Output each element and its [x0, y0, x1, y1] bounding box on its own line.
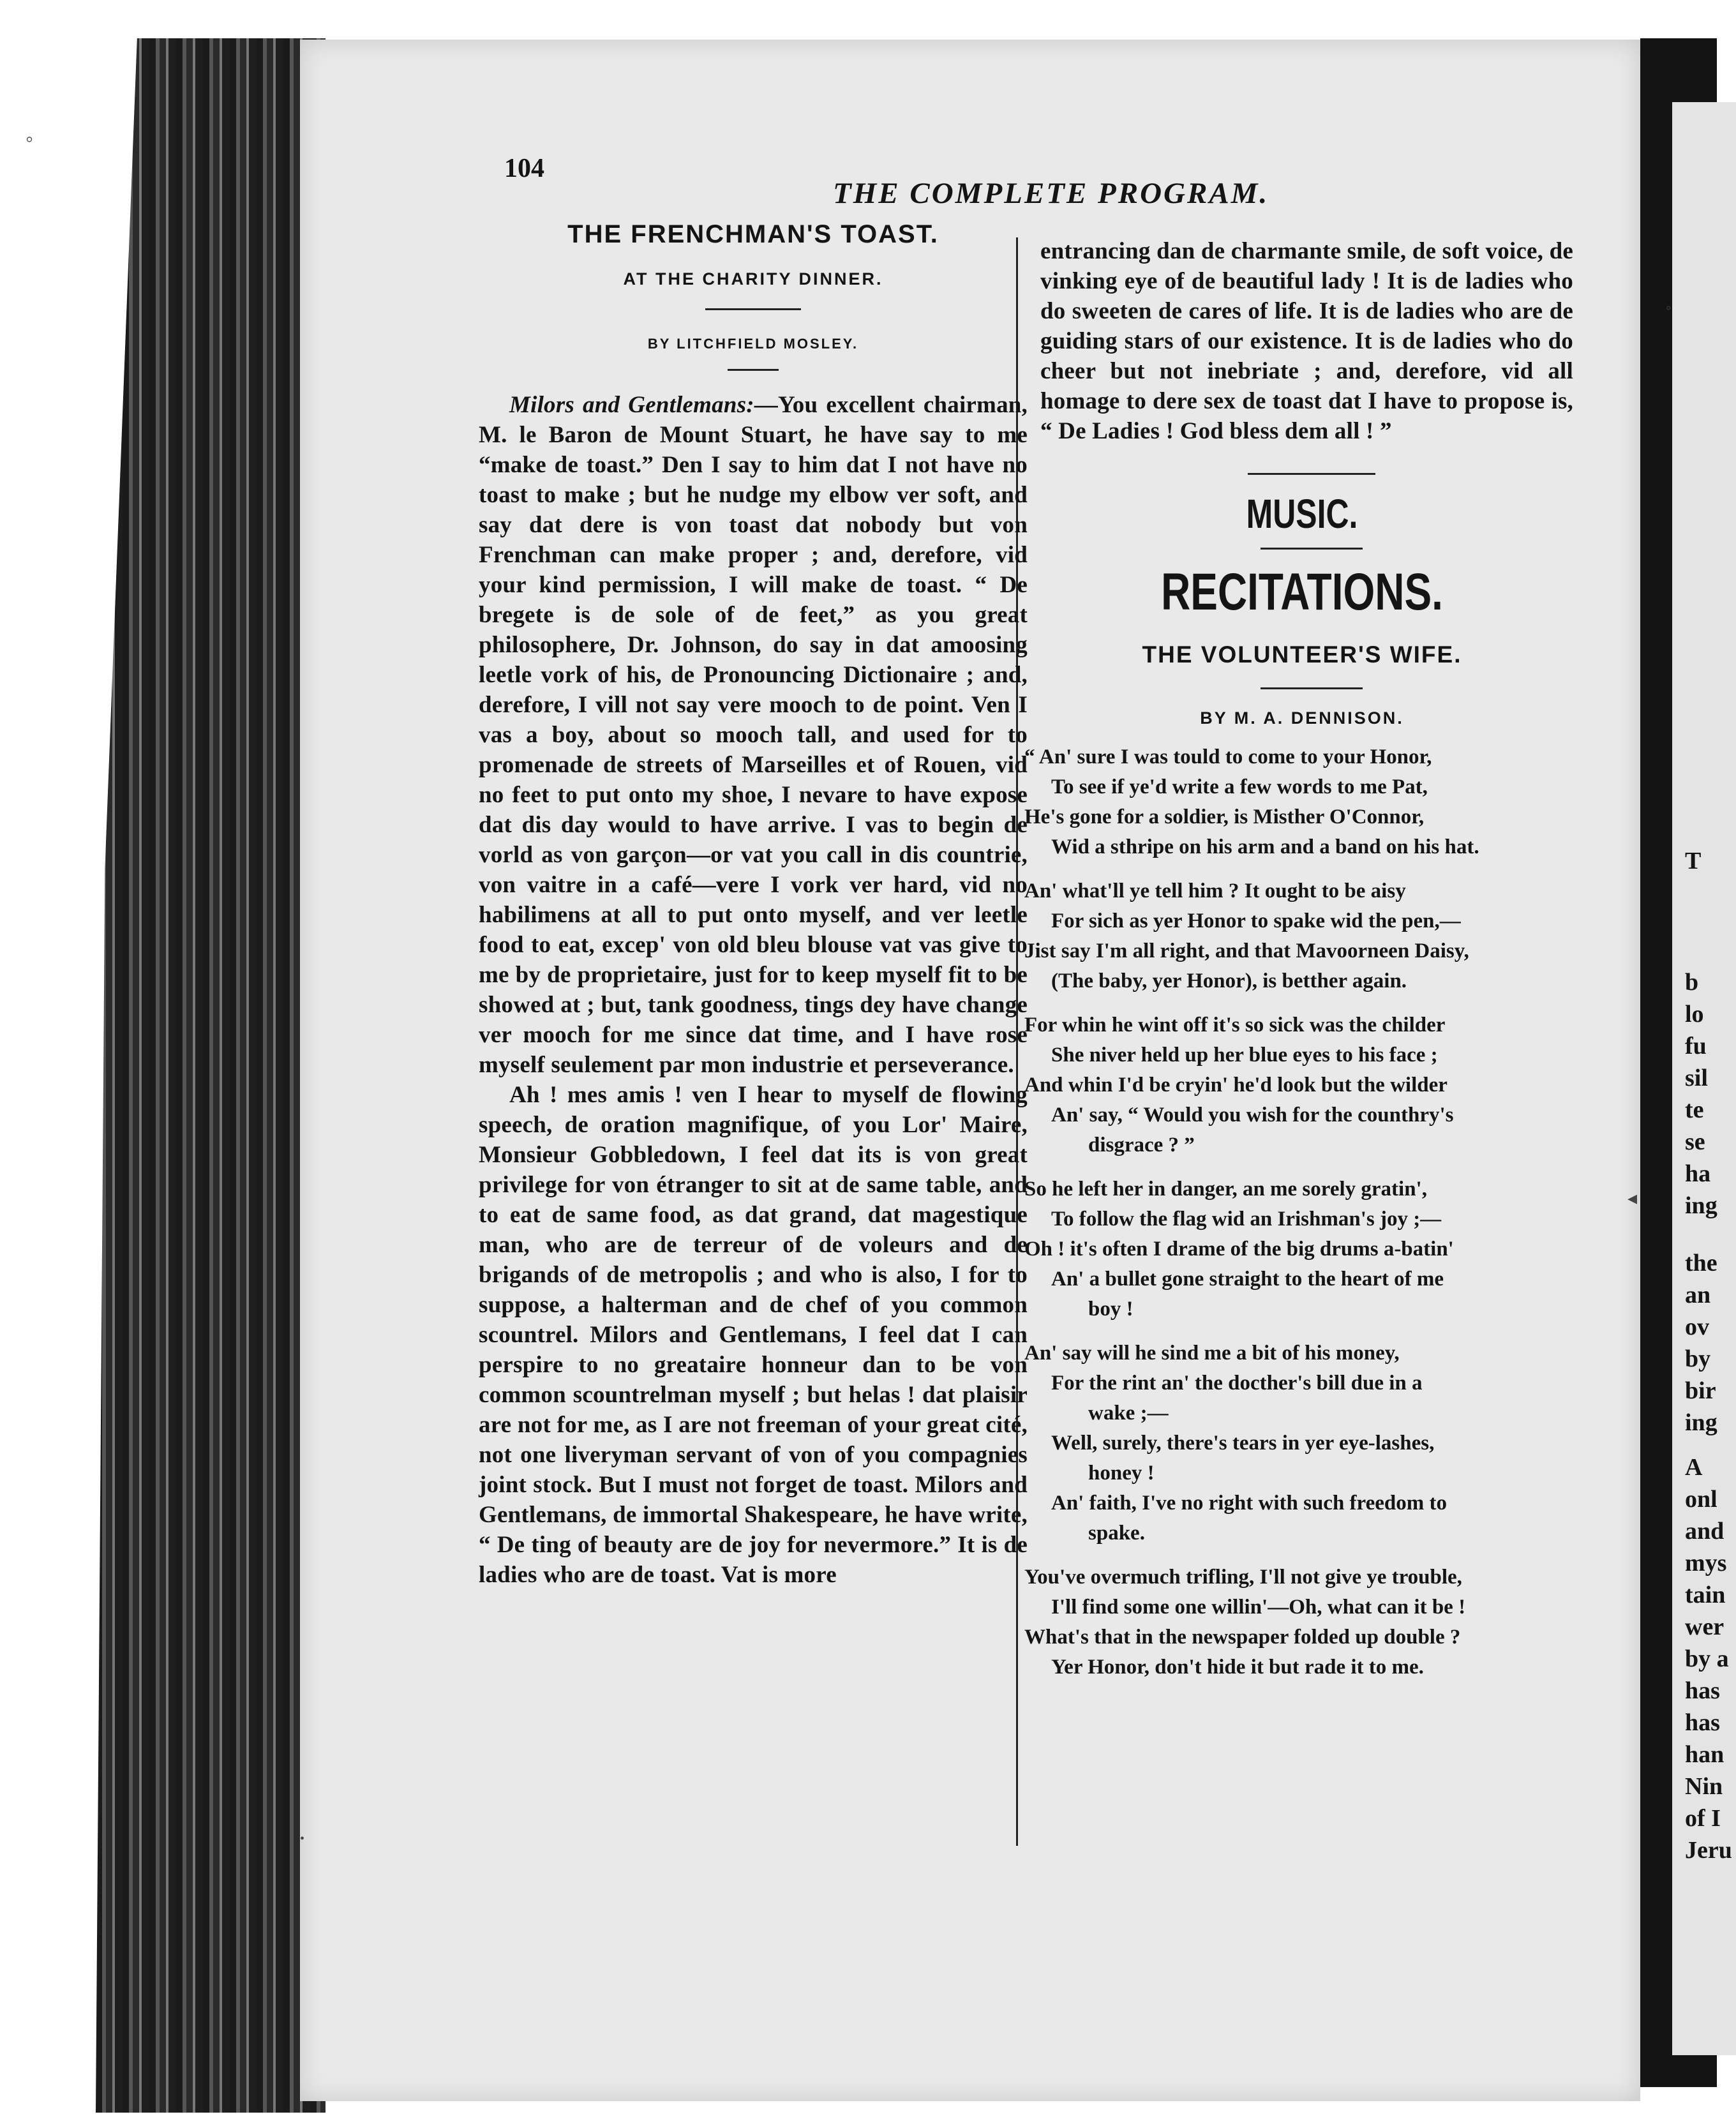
poem-line: To follow the flag wid an Irishman's joy ;— — [1051, 1208, 1442, 1231]
divider-rule — [705, 308, 801, 310]
poem-line: Wid a sthripe on his arm and a band on his hat. — [1051, 835, 1479, 858]
next-page-fragment: T — [1685, 848, 1702, 874]
next-page-fragment: the — [1685, 1250, 1717, 1277]
next-page-fragment: by — [1685, 1345, 1711, 1372]
divider-rule — [1261, 687, 1363, 689]
scan-speck: • — [300, 1832, 305, 1846]
poem-line: She niver held up her blue eyes to his face ; — [1051, 1044, 1438, 1067]
poem-line: An' say, “ Would you wish for the counthry's — [1051, 1104, 1454, 1127]
next-page-fragment: ha — [1685, 1160, 1711, 1187]
next-page-fragment: ing — [1685, 1409, 1717, 1436]
next-page-fragment: by a — [1685, 1645, 1729, 1672]
poem-line: wake ;— — [1088, 1402, 1169, 1425]
next-page-fragment: sil — [1685, 1065, 1708, 1091]
article-body — [479, 390, 1028, 1590]
next-page-fragment: ov — [1685, 1314, 1709, 1340]
section-heading-recitations: RECITATIONS. — [1161, 563, 1443, 621]
next-page-fragment: onl — [1685, 1486, 1717, 1513]
poem-line: Oh ! it's often I drame of the big drums a-batin' — [1024, 1238, 1454, 1261]
poem-line: I'll find some one willin'—Oh, what can it be ! — [1051, 1596, 1466, 1619]
article-byline: BY LITCHFIELD MOSLEY. — [647, 336, 859, 352]
poem-byline: BY M. A. DENNISON. — [1200, 708, 1404, 728]
scan-speck: ◦ — [26, 128, 34, 151]
poem-line: Jist say I'm all right, and that Mavoorneen Daisy, — [1024, 940, 1469, 962]
poem-line: For whin he wint off it's so sick was the childer — [1024, 1014, 1446, 1037]
poem-line: spake. — [1088, 1522, 1145, 1545]
next-page-fragment: fu — [1685, 1033, 1707, 1060]
divider-rule — [1261, 548, 1363, 550]
divider-rule — [1248, 473, 1375, 475]
poem-line: (The baby, yer Honor), is betther again. — [1051, 970, 1407, 992]
next-page-fragment: an — [1685, 1282, 1711, 1308]
next-page-fragment: mys — [1685, 1550, 1727, 1576]
next-page-fragment: A — [1685, 1454, 1703, 1481]
poem-line: For sich as yer Honor to spake wid the pen,— — [1051, 910, 1461, 932]
page-number: 104 — [504, 154, 544, 183]
next-page-fragment: te — [1685, 1097, 1704, 1123]
next-page-fragment: tain — [1685, 1582, 1726, 1608]
book-spine-edge — [96, 38, 326, 2113]
poem-line: So he left her in danger, an me sorely gratin', — [1024, 1178, 1427, 1201]
salutation: Milors and Gentlemans: — [509, 392, 754, 418]
next-page-fragment: Nin — [1685, 1773, 1723, 1800]
poem-line: And whin I'd be cryin' he'd look but the wilder — [1024, 1074, 1448, 1097]
next-page-fragment: ing — [1685, 1192, 1717, 1219]
poem-line: “ An' sure I was tould to come to your Honor, — [1024, 745, 1432, 768]
paragraph-text: —You excellent chairman, M. le Baron de Mount Stuart, he have say to me “make de toast.” Den I say to him dat I not have no toast to make ; but he nudge my elbow ver soft, and say dat dere is von toast dat nobody but von Frenchman can make proper ; and, derefore, vid your kind permission, I will make de toast. “ De bregete is de sole of de feet,” as you great philosophere, Dr. Johnson, do say in dat amoosing leetle vork of his, de Pronouncing Dictionaire ; and, derefore, I vill not say vere mooch to de point. Ven I vas a boy, about so mooch tall, and used for to promenade de streets of Marseilles et of Rouen, vid no feet to put onto my shoe, I nevare to have expose dat dis day would to have arrive. I vas to begin de vorld as von garçon—or vat you call in dis countrie, von vaitre in a café—vere I vork ver hard, vid no habilimens at all to put onto myself, and ver leetle food to eat, excep' von old bleu blouse vat vas give to me by de proprietaire, just for to keep myself fit to be showed at ; but, tank goodness, tings dey have change ver mooch for me since dat time, and I have rose myself seulement par mon industrie et perseverance. — [479, 392, 1028, 1078]
article-paragraph: Ah ! mes amis ! ven I hear to myself de flowing speech, de oration magnifique, of you Lor' Maire, Monsieur Gobbledown, I feel dat its is von great privilege for von étranger to sit at de same table, and to eat de same food, as dat grand, dat magestique man, who are de terreur of de voleurs and de brigands of de metropolis ; and who is also, I for to suppose, a halterman and de chef of you common scountrel. Milors and Gentlemans, I feel dat I can perspire to no greataire honneur dan to be von common scountrelman myself ; but helas ! dat plaisir are not for me, as I are not freeman of your great cité, not one liveryman servant of von of you compagnies joint stock. But I must not forget de toast. Milors and Gentlemans, de immortal Shakespeare, he have write, “ De ting of beauty are de joy for nevermore.” It is de ladies who are de toast. Vat is more — [479, 1082, 1028, 1588]
next-page-fragment: se — [1685, 1128, 1705, 1155]
next-page-fragment: and — [1685, 1518, 1725, 1545]
next-page-fragment: of I — [1685, 1805, 1721, 1832]
poem-line: boy ! — [1088, 1298, 1134, 1321]
running-head: THE COMPLETE PROGRAM. — [833, 177, 1269, 210]
article-subtitle: AT THE CHARITY DINNER. — [623, 269, 883, 288]
poem-stanza — [1024, 1174, 1573, 1324]
article-paragraph — [479, 390, 1028, 1080]
next-page-fragment: b — [1685, 969, 1699, 996]
poem-body — [999, 742, 1573, 1682]
poem-line: Well, surely, there's tears in yer eye-lashes, — [1051, 1432, 1435, 1455]
poem-line: honey ! — [1088, 1462, 1155, 1485]
next-page-fragment: has — [1685, 1709, 1720, 1736]
next-page-fragment: Jeru — [1685, 1837, 1732, 1864]
left-column — [479, 207, 1028, 1590]
poem-line: He's gone for a soldier, is Misther O'Connor, — [1024, 805, 1425, 828]
next-page-fragment: bir — [1685, 1377, 1716, 1404]
poem-line: For the rint an' the docther's bill due in a — [1051, 1372, 1423, 1395]
poem-stanza — [1024, 1010, 1573, 1160]
scan-speck: ◦ — [1666, 300, 1672, 317]
poem-line: An' say will he sind me a bit of his money, — [1024, 1342, 1400, 1365]
poem-title: THE VOLUNTEER'S WIFE. — [1142, 641, 1462, 668]
next-page-fragment: han — [1685, 1741, 1725, 1768]
next-page-fragment: has — [1685, 1677, 1720, 1704]
section-heading-music: MUSIC. — [1246, 491, 1358, 537]
poem-line: Yer Honor, don't hide it but rade it to me. — [1051, 1656, 1424, 1679]
poem-line: To see if ye'd write a few words to me Pat, — [1051, 775, 1428, 798]
poem-stanza — [1024, 1338, 1573, 1548]
article-title: THE FRENCHMAN'S TOAST. — [567, 220, 939, 248]
poem-stanza — [1024, 742, 1573, 862]
article-continuation — [999, 236, 1573, 446]
divider-rule — [728, 369, 779, 371]
poem-line: An' a bullet gone straight to the heart of me — [1051, 1268, 1444, 1291]
poem-line: An' faith, I've no right with such freedom to — [1051, 1492, 1447, 1515]
continuation-paragraph: entrancing dan de charmante smile, de soft voice, de vinking eye of de beautiful lady ! It is de ladies who do sweeten de cares of life. It is de ladies who are de guiding stars of our existence. It is de ladies who do cheer but not inebriate ; and, derefore, vid all homage to dere sex de toast dat I have to propose is, “ De Ladies ! God bless dem all ! ” — [1040, 238, 1573, 444]
poem-line: disgrace ? ” — [1088, 1134, 1195, 1157]
poem-line: You've overmuch trifling, I'll not give ye trouble, — [1024, 1566, 1462, 1589]
scan-speck: ◂ — [1627, 1188, 1638, 1209]
poem-stanza — [1024, 876, 1573, 996]
next-page-fragment: lo — [1685, 1001, 1704, 1028]
next-page-fragment: wer — [1685, 1614, 1725, 1640]
poem-stanza — [1024, 1562, 1573, 1682]
right-column — [999, 236, 1573, 1682]
poem-line: An' what'll ye tell him ? It ought to be aisy — [1024, 880, 1406, 902]
poem-line: What's that in the newspaper folded up double ? — [1024, 1626, 1461, 1649]
